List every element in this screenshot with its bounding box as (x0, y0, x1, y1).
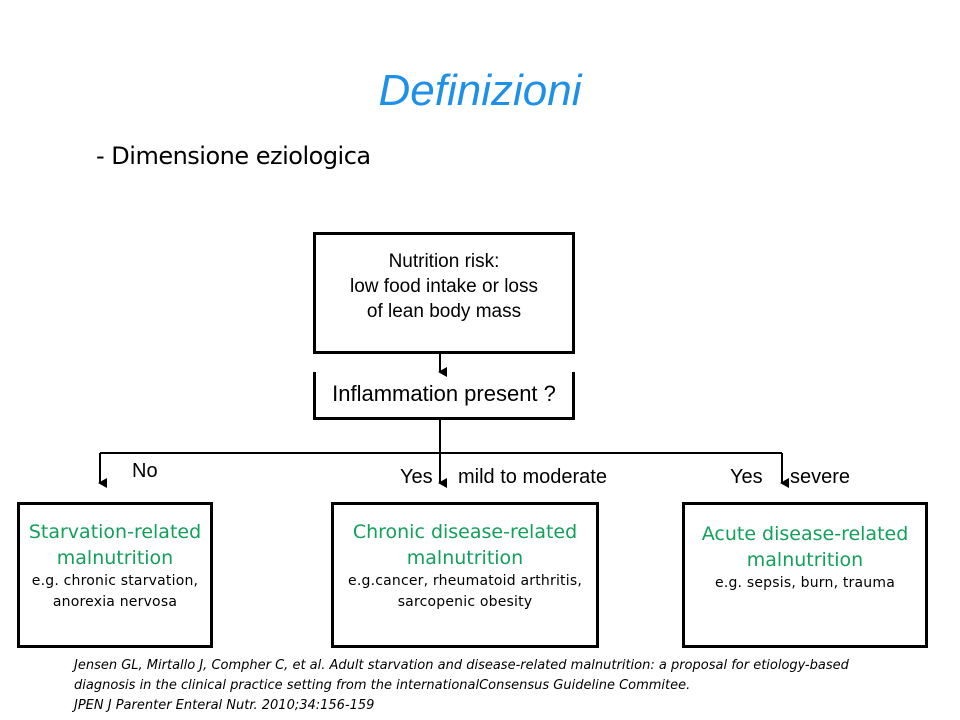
outcome-category-line-2: malnutrition (746, 549, 864, 571)
citation-line-1: Jensen GL, Mirtallo J, Compher C, et al. Adult starvation and disease-related malnutrition: a proposal for etiology-based (74, 658, 849, 673)
branch-label-yes-mild: Yes (400, 466, 433, 488)
outcome-example-line-1: e.g.cancer, rheumatoid arthritis, (348, 573, 582, 589)
outcome-example-line-2: anorexia nervosa (52, 594, 178, 610)
nutrition-risk-box (313, 232, 575, 354)
outcome-acute-disease-box (682, 502, 928, 648)
outcome-chronic-disease-box (331, 502, 599, 648)
outcome-category-line-2: malnutrition (406, 547, 524, 569)
inflammation-question-box (313, 372, 575, 420)
branch-label-no: No (132, 460, 158, 482)
inflammation-question: Inflammation present ? (332, 381, 556, 406)
page-title: Definizioni (378, 66, 582, 115)
branch-label-severe: severe (790, 466, 851, 488)
outcome-category-line-1: Starvation-related (28, 521, 202, 543)
citation-line-3: JPEN J Parenter Enteral Nutr. 2010;34:156-159 (74, 698, 375, 713)
outcome-starvation-box (17, 502, 213, 648)
branch-label-mild-moderate: mild to moderate (458, 466, 607, 488)
risk-line-1: Nutrition risk: (388, 251, 500, 272)
outcome-category-line-1: Chronic disease-related (352, 521, 578, 543)
outcome-category-line-2: malnutrition (56, 547, 174, 569)
citation-reference (74, 656, 849, 716)
risk-line-2: low food intake or loss (350, 276, 538, 297)
citation-line-2: diagnosis in the clinical practice setting from the internationalConsensus Guideline Commitee. (74, 678, 691, 693)
risk-line-3: of lean body mass (366, 301, 522, 322)
outcome-example-line-1: e.g. chronic starvation, (31, 573, 199, 589)
outcome-example-line-2: sarcopenic obesity (397, 594, 533, 610)
outcome-category-line-1: Acute disease-related (701, 523, 909, 545)
outcome-example-line-1: e.g. sepsis, burn, trauma (715, 575, 895, 591)
page-subtitle: - Dimensione eziologica (96, 142, 371, 170)
branch-label-yes-severe: Yes (730, 466, 763, 488)
